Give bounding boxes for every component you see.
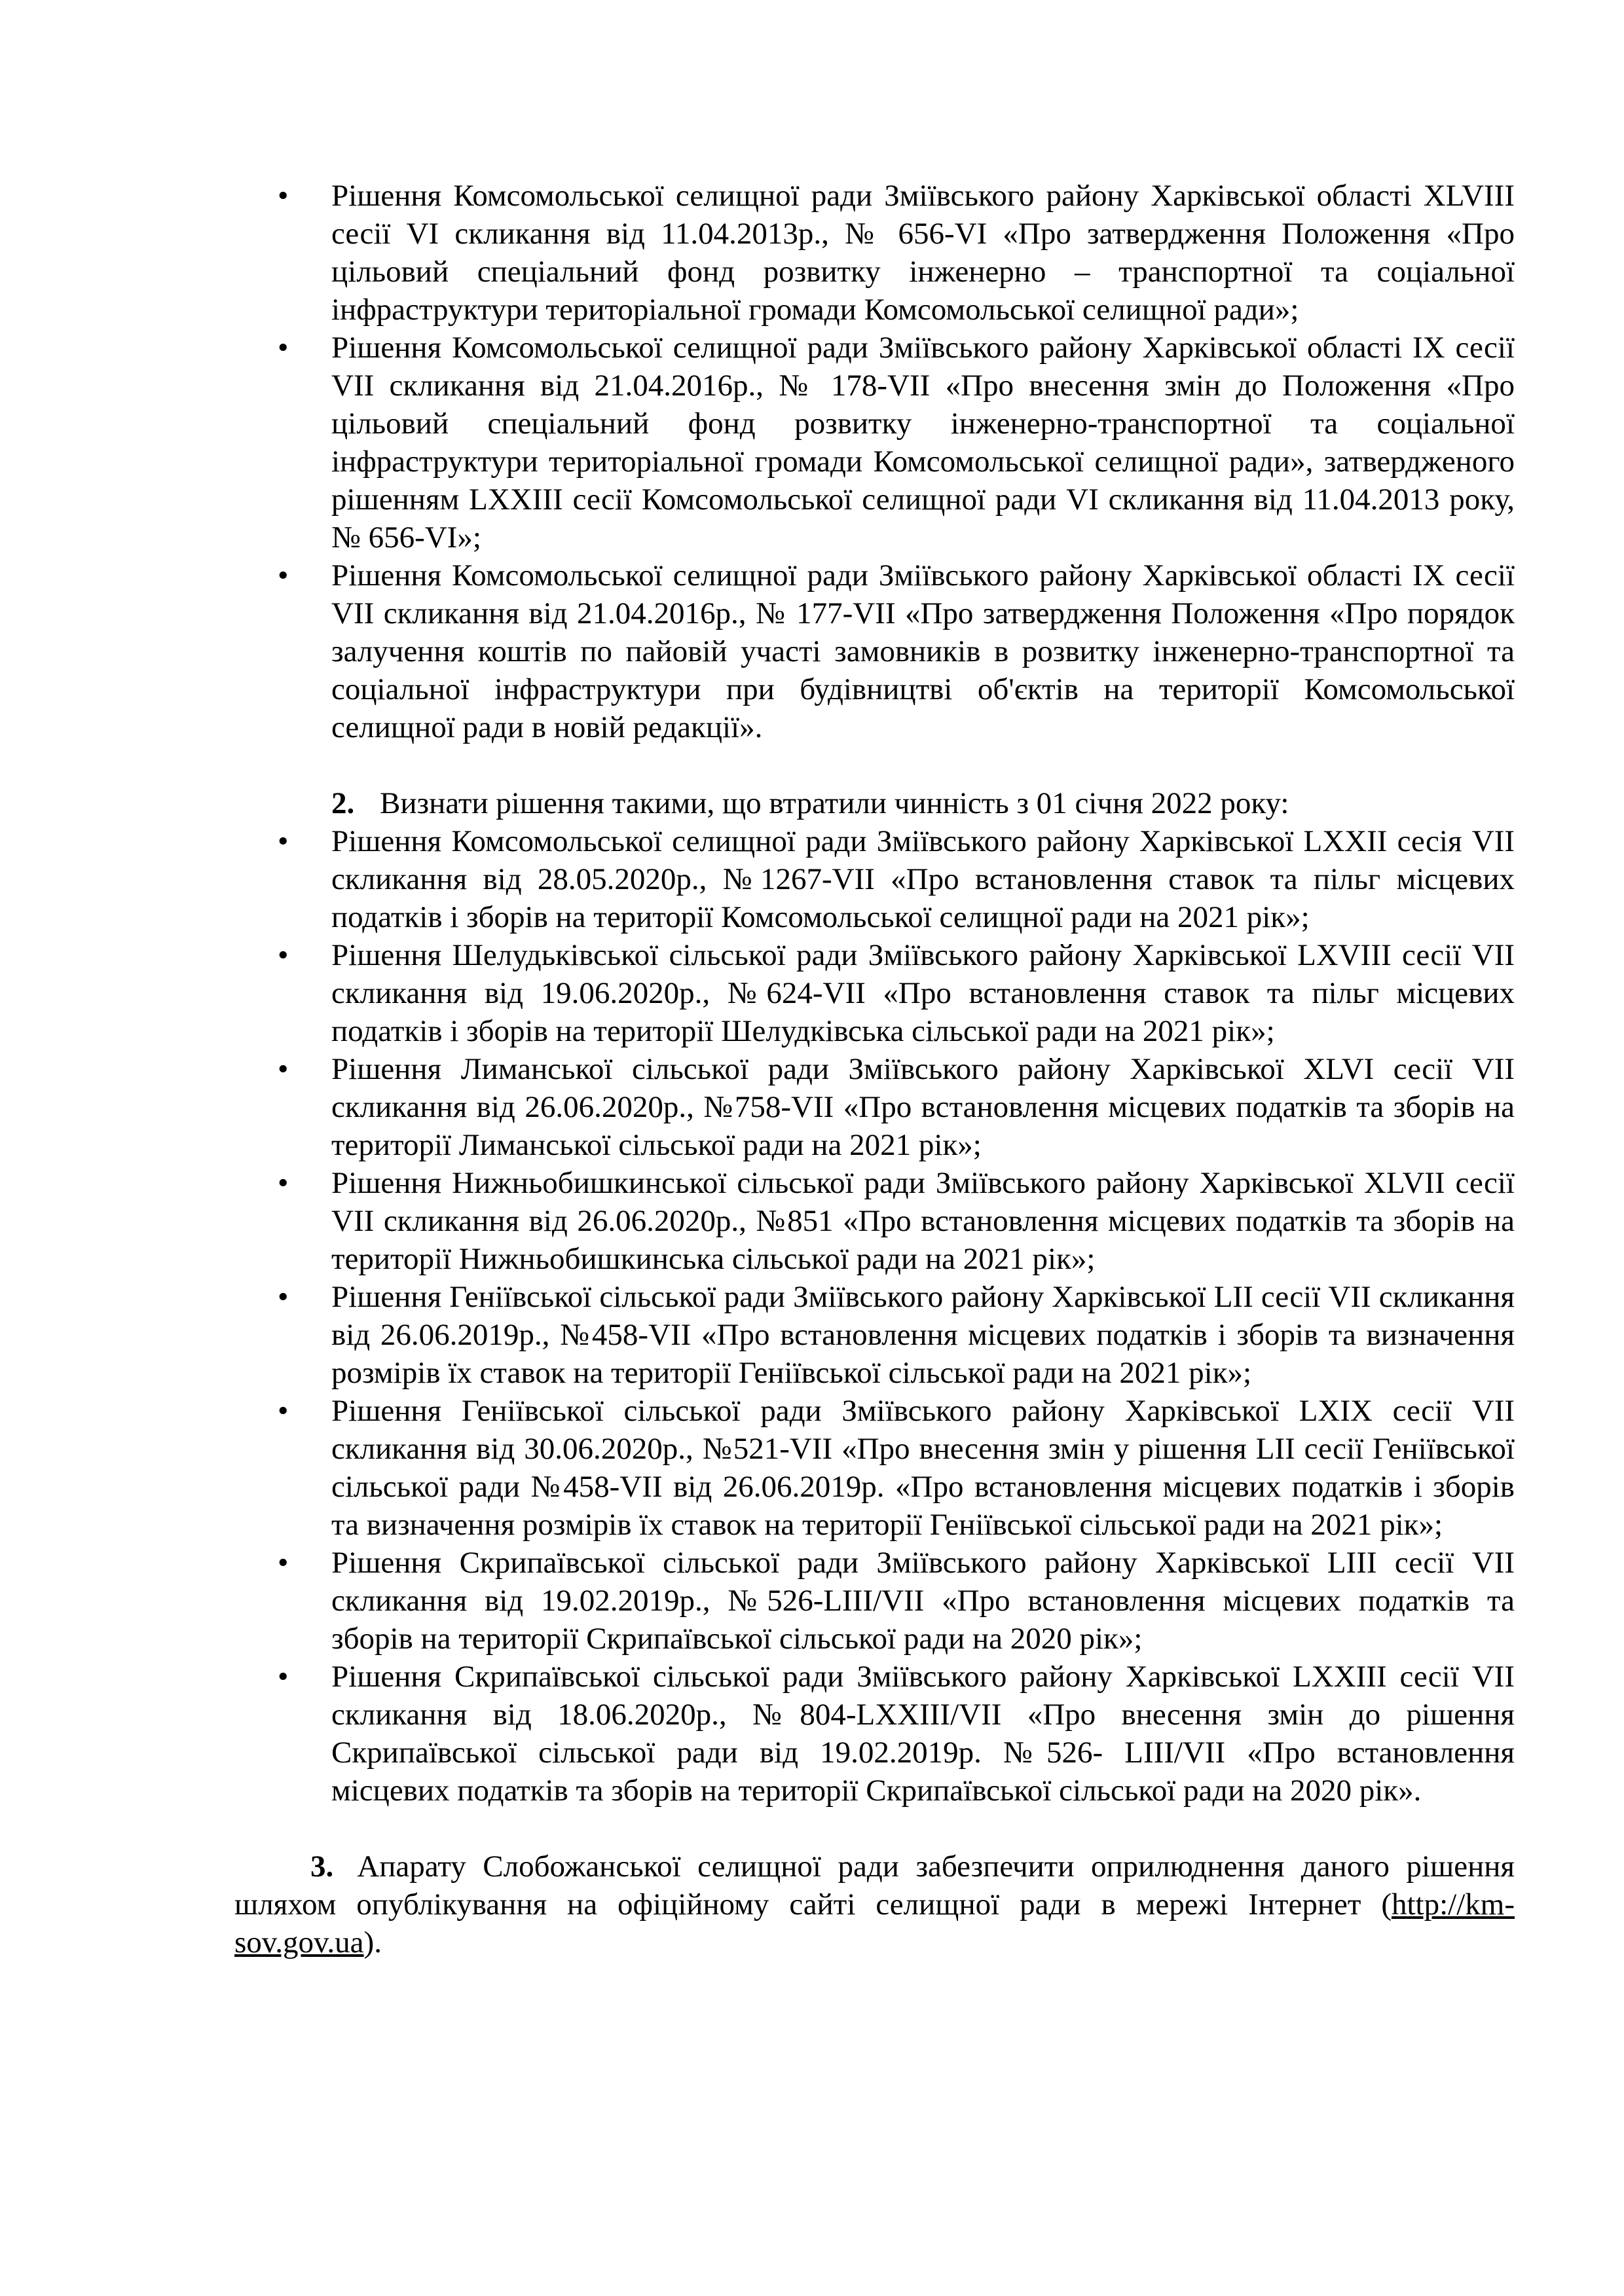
- bullet-icon: •: [278, 331, 289, 365]
- bullet-icon: •: [278, 1280, 289, 1314]
- bullet-icon: •: [278, 824, 289, 858]
- list-item: [234, 1392, 1515, 1544]
- list-item: [234, 1544, 1515, 1658]
- section-text-end: ).: [363, 1925, 382, 1959]
- section-text: Апарату Слобожанської селищної ради забезпечити оприлюднення даного рішення шляхом опублікування на офіційному сайті селищної ради в мережі Інтернет (: [234, 1850, 1515, 1922]
- list-item-text: Рішення Шелудьківської сільської ради Зміївського району Харківської LXVIII сесії VII скликання від 19.06.2020р., №624-VII «Про встановлення ставок та пільг місцевих податків і зборів на території Шелудківська сільської ради на 2021 рік»;: [331, 938, 1515, 1048]
- spacer: [234, 746, 1515, 784]
- list-item: [234, 1278, 1515, 1392]
- list-item: [234, 177, 1515, 329]
- list-item: [234, 936, 1515, 1050]
- bullet-icon: •: [278, 938, 289, 972]
- bullet-icon: •: [278, 558, 289, 592]
- bullet-icon: •: [278, 1052, 289, 1086]
- list-item-text: Рішення Комсомольської селищної ради Зміївського району Харківської області XLVIII сесії VI скликання від 11.04.2013р., № 656-VI «Про затвердження Положення «Про цільовий спеціальний фонд розвитку інженерно – транспортної та соціальної інфраструктури територіальної громади Комсомольської селищної ради»;: [331, 179, 1515, 327]
- list-item-text: Рішення Лиманської сільської ради Зміївського району Харківської XLVI сесії VII скликання від 26.06.2020р., №758-VII «Про встановлення місцевих податків та зборів на території Лиманської сільської ради на 2021 рік»;: [331, 1052, 1515, 1162]
- list-item-text: Рішення Скрипаївської сільської ради Зміївського району Харківської LXXIII сесії VII скликання від 18.06.2020р., №804-LXXIII/VII «Про внесення змін до рішення Скрипаївської сільської ради від 19.02.2019р. №526- LIII/VII «Про встановлення місцевих податків та зборів на території Скрипаївської сільської ради на 2020 рік».: [331, 1660, 1515, 1808]
- section-number: 3.: [310, 1850, 334, 1884]
- list-item: [234, 822, 1515, 936]
- website-link[interactable]: http://km-sov.gov.ua: [234, 1887, 1515, 1959]
- document-body: [234, 177, 1515, 1961]
- section-2-heading: [234, 784, 1515, 822]
- bullet-icon: •: [278, 179, 289, 213]
- list-item-text: Рішення Комсомольської селищної ради Зміївського району Харківської області IX сесії VII скликання від 21.04.2016р., № 178-VII «Про внесення змін до Положення «Про цільовий спеціальний фонд розвитку інженерно-транспортної та соціальної інфраструктури територіальної громади Комсомольської селищної ради», затвердженого рішенням LXXIII сесії Комсомольської селищної ради VI скликання від 11.04.2013 року, № 656-VI»;: [331, 331, 1515, 555]
- bullet-icon: •: [278, 1660, 289, 1694]
- section-number: 2.: [331, 786, 355, 820]
- list-item: [234, 329, 1515, 556]
- list-item-text: Рішення Комсомольської селищної ради Зміївського району Харківської області IX сесії VII скликання від 21.04.2016р., № 177-VII «Про затвердження Положення «Про порядок залучення коштів по пайовій участі замовників в розвитку інженерно-транспортної та соціальної інфраструктури при будівництві об'єктів на території Комсомольської селищної ради в новій редакції».: [331, 558, 1515, 744]
- list-item-text: Рішення Геніївської сільської ради Зміївського району Харківської LXIX сесії VII скликання від 30.06.2020р., №521-VII «Про внесення змін у рішення LII сесії Геніївської сільської ради №458-VII від 26.06.2019р. «Про встановлення місцевих податків і зборів та визначення розмірів їх ставок на території Геніївської сільської ради на 2021 рік»;: [331, 1394, 1515, 1542]
- list-item-text: Рішення Геніївської сільської ради Зміївського району Харківської LII сесії VII скликання від 26.06.2019р., №458-VII «Про встановлення місцевих податків і зборів та визначення розмірів їх ставок на території Геніївської сільської ради на 2021 рік»;: [331, 1280, 1515, 1390]
- repealed-decisions-list-1: [234, 177, 1515, 746]
- list-item: [234, 1658, 1515, 1810]
- section-text: Визнати рішення такими, що втратили чинність з 01 січня 2022 року:: [380, 786, 1289, 820]
- list-item-text: Рішення Комсомольської селищної ради Зміївського району Харківської LXXII сесія VII скликання від 28.05.2020р., №1267-VII «Про встановлення ставок та пільг місцевих податків і зборів на території Комсомольської селищної ради на 2021 рік»;: [331, 824, 1515, 934]
- list-item-text: Рішення Скрипаївської сільської ради Зміївського району Харківської LIII сесії VII скликання від 19.02.2019р., №526-LIII/VII «Про встановлення місцевих податків та зборів на території Скрипаївської сільської ради на 2020 рік»;: [331, 1546, 1515, 1656]
- bullet-icon: •: [278, 1394, 289, 1428]
- list-item: [234, 1050, 1515, 1164]
- repealed-decisions-list-2: [234, 822, 1515, 1810]
- bullet-icon: •: [278, 1166, 289, 1200]
- list-item-text: Рішення Нижньобишкинської сільської ради Зміївського району Харківської XLVII сесії VII скликання від 26.06.2020р., №851 «Про встановлення місцевих податків та зборів на території Нижньобишкинська сільської ради на 2021 рік»;: [331, 1166, 1515, 1276]
- list-item: [234, 556, 1515, 746]
- section-3-paragraph: [234, 1848, 1515, 1961]
- bullet-icon: •: [278, 1546, 289, 1580]
- list-item: [234, 1164, 1515, 1278]
